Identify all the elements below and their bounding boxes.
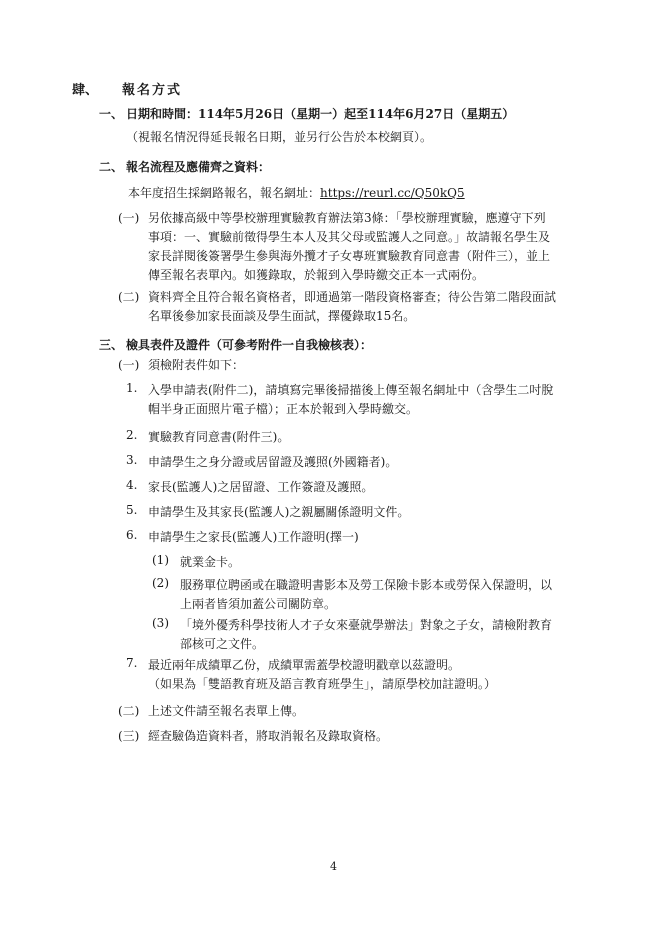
list-item-3-number: 3. [126, 453, 138, 467]
s3-number: 三、 [99, 338, 124, 352]
s3-heading: 檢具表件及證件（可參考附件一自我檢核表）： [126, 338, 373, 352]
list-item-6-number: 6. [126, 528, 138, 542]
list-item-7-line2: （如果為「雙語教育班及語言教育班學生」，請原學校加註證明。） [148, 677, 497, 691]
list-item-7-line1: 最近兩年成績單乙份，成績單需蓋學校證明戳章以茲證明。 [148, 658, 461, 672]
section-title: 報名方式 [122, 83, 183, 98]
s2-item2-line2: 名單後參加家長面談及學生面試，擇優錄取15名。 [148, 309, 416, 323]
list-item-5-line1: 申請學生及其家長(監護人)之親屬關係證明文件。 [148, 505, 410, 519]
s2-item1-line1: 另依據高級中等學校辦理實驗教育辦法第3條：「學校辦理實驗，應遵守下列 [148, 211, 546, 225]
s3-sub2-label: (二) [118, 704, 140, 718]
s3-sub3-label: (三) [118, 729, 140, 743]
list-item-4-line1: 家長(監護人)之居留證、工作簽證及護照。 [148, 480, 374, 494]
sub-item-1-line1: 就業金卡。 [180, 555, 241, 569]
sub-item-3-line1: 「境外優秀科學技術人才子女來臺就學辦法」對象之子女，請檢附教育 [180, 618, 553, 632]
sub-item-3-number: (3) [152, 616, 169, 630]
list-item-1-number: 1. [126, 381, 138, 395]
s1-note: （視報名情況得延長報名日期，並另行公告於本校網頁）。 [126, 130, 433, 144]
s2-item1-line4: 傳至報名表單內。如獲錄取，於報到入學時繳交正本一式兩份。 [148, 268, 485, 282]
s2-item2-line1: 資料齊全且符合報名資格者，即通過第一階段資格審查；待公告第二階段面試 [148, 290, 557, 304]
s1-number: 一、 [99, 107, 124, 121]
s2-number: 二、 [99, 160, 124, 174]
s3-sub2-text: 上述文件請至報名表單上傳。 [148, 704, 305, 718]
s2-intro: 本年度招生採網路報名，報名網址： [128, 186, 321, 200]
list-item-1-line1: 入學申請表(附件二)，請填寫完畢後掃描後上傳至報名網址中（含學生二吋脫 [148, 383, 554, 397]
s2-item1-line2: 事項：一、實驗前徵得學生本人及其父母或監護人之同意。」故請報名學生及 [148, 230, 551, 244]
s3-sub1-text: 須檢附表件如下： [148, 358, 245, 372]
s2-item1-label: (一) [118, 211, 140, 225]
s2-intro-line [128, 184, 465, 201]
list-item-2-line1: 實驗教育同意書(附件三)。 [148, 430, 290, 444]
sub-item-2-line2: 上兩者皆須加蓋公司關防章。 [180, 597, 337, 611]
list-item-7-number: 7. [126, 656, 138, 670]
page-number: 4 [330, 860, 337, 873]
sub-item-2-number: (2) [152, 576, 169, 590]
list-item-4-number: 4. [126, 478, 138, 492]
s3-sub1-label: (一) [118, 358, 140, 372]
list-item-2-number: 2. [126, 428, 138, 442]
sub-item-1-number: (1) [152, 553, 169, 567]
list-item-5-number: 5. [126, 503, 138, 517]
list-item-6-line1: 申請學生之家長(監護人)工作證明(擇一) [148, 530, 359, 544]
s2-heading: 報名流程及應備齊之資料： [126, 160, 271, 174]
sub-item-2-line1: 服務單位聘函或在職證明書影本及勞工保險卡影本或勞保入保證明，以 [180, 578, 553, 592]
s2-item1-line3: 家長詳閱後簽署學生參與海外攬才子女專班實驗教育同意書（附件三），並上 [148, 249, 551, 263]
s3-sub3-text: 經查驗偽造資料者，將取消報名及錄取資格。 [148, 729, 389, 743]
registration-url-link[interactable]: https://reurl.cc/Q50kQ5 [320, 186, 465, 200]
section-number: 肆、 [72, 83, 99, 98]
s1-heading: 日期和時間：114年5月26日（星期一）起至114年6月27日（星期五） [126, 107, 515, 121]
s2-item2-label: (二) [118, 290, 140, 304]
sub-item-3-line2: 部核可之文件。 [180, 637, 265, 651]
list-item-1-line2: 帽半身正面照片電子檔）；正本於報到入學時繳交。 [148, 402, 419, 416]
list-item-3-line1: 申請學生之身分證或居留證及護照(外國籍者)。 [148, 455, 398, 469]
